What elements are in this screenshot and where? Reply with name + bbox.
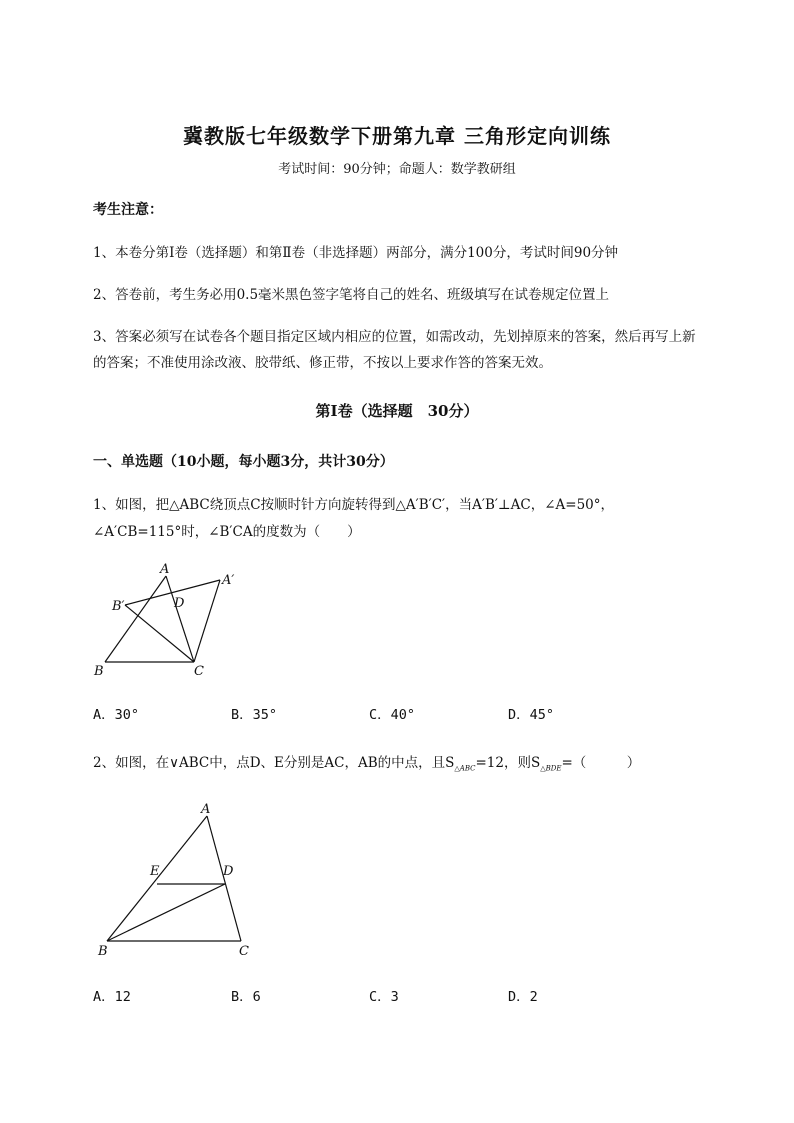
label-C: C [239,944,249,959]
question-1-option-a[interactable]: A．30° [93,707,140,723]
label-A: A [160,562,170,577]
area-subscript-bde: △BDE [540,764,562,773]
label-B: B [98,944,108,959]
question-1-option-d[interactable]: D．45° [508,707,555,723]
question-2-text [93,751,640,773]
label-C: C [194,664,204,679]
area-subscript-abc: △ABC [454,764,476,773]
question-1-text-cont: ∠A′CB=115°时，∠B′CA的度数为（ ） [93,524,361,540]
segment-B-prime-C [125,605,194,662]
notice-item-1: 1、本卷分第I卷（选择题）和第Ⅱ卷（非选择题）两部分，满分100分，考试时间90分钟 [93,245,619,261]
question-1-option-c[interactable]: C．40° [369,707,416,723]
label-D: D [223,864,234,879]
question-2-text-mid: =12，则S [475,755,541,771]
question-2-option-a[interactable]: A．12 [93,989,131,1005]
section-title: 第I卷（选择题 30分） [315,402,479,420]
notice-heading: 考生注意： [93,202,163,218]
label-B: B [94,664,104,679]
segment-BD [107,884,225,941]
question-2-text-suffix: =（ ） [561,755,641,771]
label-A: A [201,802,211,817]
notice-item-3-cont: 的答案；不准使用涂改液、胶带纸、修正带，不按以上要求作答的答案无效。 [93,355,552,371]
segment-BA [105,576,166,662]
label-A-prime: A′ [222,573,235,588]
question-1-option-b[interactable]: B．35° [231,707,278,723]
label-E: E [150,864,160,879]
question-1-figure [88,560,248,682]
question-2-figure [88,800,268,965]
part-title: 一、单选题（10小题，每小题3分，共计30分） [93,454,394,470]
notice-item-2: 2、答卷前，考生务必用0.5毫米黑色签字笔将自己的姓名、班级填写在试卷规定位置上 [93,287,610,303]
exam-info: 考试时间：90分钟；命题人：数学教研组 [278,162,516,177]
question-2-text-prefix: 2、如图，在∨ABC中，点D、E分别是AC，AB的中点，且S [93,755,455,771]
question-1-text: 1、如图，把△ABC绕顶点C按顺时针方向旋转得到△A′B′C′，当A′B′⊥AC，∠A=50°， [93,497,615,513]
question-2-option-d[interactable]: D．2 [508,989,538,1005]
document-title: 冀教版七年级数学下册第九章 三角形定向训练 [183,124,611,148]
question-2-option-b[interactable]: B．6 [231,989,261,1005]
label-B-prime: B′ [112,599,125,614]
question-2-option-c[interactable]: C．3 [369,989,399,1005]
segment-A-prime-B-prime [125,580,220,605]
segment-CA-prime [194,580,220,662]
label-D: D [174,596,185,611]
notice-item-3: 3、答案必须写在试卷各个题目指定区域内相应的位置，如需改动，先划掉原来的答案，然后再写上新 [93,329,696,345]
segment-AC [166,576,194,662]
